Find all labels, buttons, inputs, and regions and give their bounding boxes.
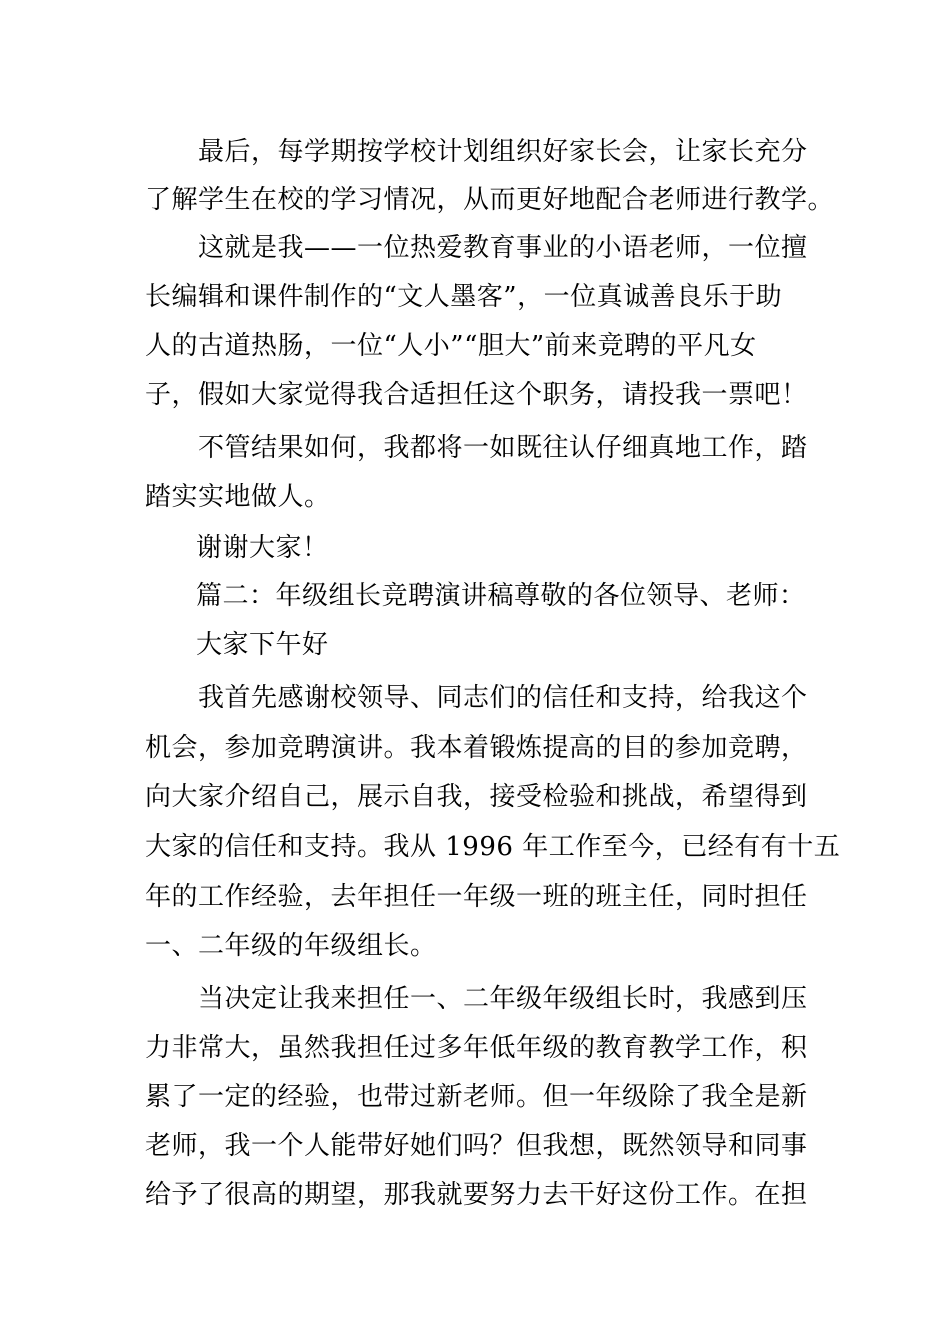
- paragraph-line: 踏实实地做人。: [145, 482, 331, 512]
- paragraph-line: 向大家介绍自己，展示自我，接受检验和挑战，希望得到: [145, 782, 808, 812]
- paragraph-line: 最后，每学期按学校计划组织好家长会，让家长充分: [198, 137, 808, 167]
- paragraph-line: 谢谢大家！: [196, 533, 329, 563]
- paragraph-line: 累了一定的经验，也带过新老师。但一年级除了我全是新: [145, 1082, 808, 1112]
- paragraph-line: 子，假如大家觉得我合适担任这个职务，请投我一票吧！: [145, 380, 808, 410]
- paragraph-line: 年的工作经验，去年担任一年级一班的班主任，同时担任: [145, 882, 808, 912]
- paragraph-line: 给予了很高的期望，那我就要努力去干好这份工作。在担: [145, 1180, 808, 1210]
- paragraph-line: 当决定让我来担任一、二年级年级组长时，我感到压: [198, 984, 808, 1014]
- paragraph-line: 这就是我——一位热爱教育事业的小语老师，一位擅: [198, 233, 808, 263]
- paragraph-line: 长编辑和课件制作的“文人墨客”，一位真诚善良乐于助: [145, 282, 783, 312]
- paragraph-line: 了解学生在校的学习情况，从而更好地配合老师进行教学。: [145, 185, 835, 215]
- paragraph-line: 一、二年级的年级组长。: [145, 931, 437, 961]
- paragraph-line: 我首先感谢校领导、同志们的信任和支持，给我这个: [198, 683, 808, 713]
- paragraph-line: 大家的信任和支持。我从 1996 年工作至今，已经有有十五: [145, 832, 841, 862]
- paragraph-line: 老师，我一个人能带好她们吗？但我想，既然领导和同事: [145, 1131, 808, 1161]
- paragraph-line: 力非常大，虽然我担任过多年低年级的教育教学工作，积: [145, 1033, 808, 1063]
- greeting-line: 大家下午好: [196, 630, 329, 660]
- paragraph-line: 机会，参加竞聘演讲。我本着锻炼提高的目的参加竞聘，: [145, 733, 808, 763]
- section-heading: 篇二：年级组长竞聘演讲稿尊敬的各位领导、老师：: [196, 581, 806, 611]
- paragraph-line: 不管结果如何，我都将一如既往认仔细真地工作，踏: [198, 433, 808, 463]
- paragraph-line: 人的古道热肠，一位“人小”“胆大”前来竞聘的平凡女: [145, 331, 757, 361]
